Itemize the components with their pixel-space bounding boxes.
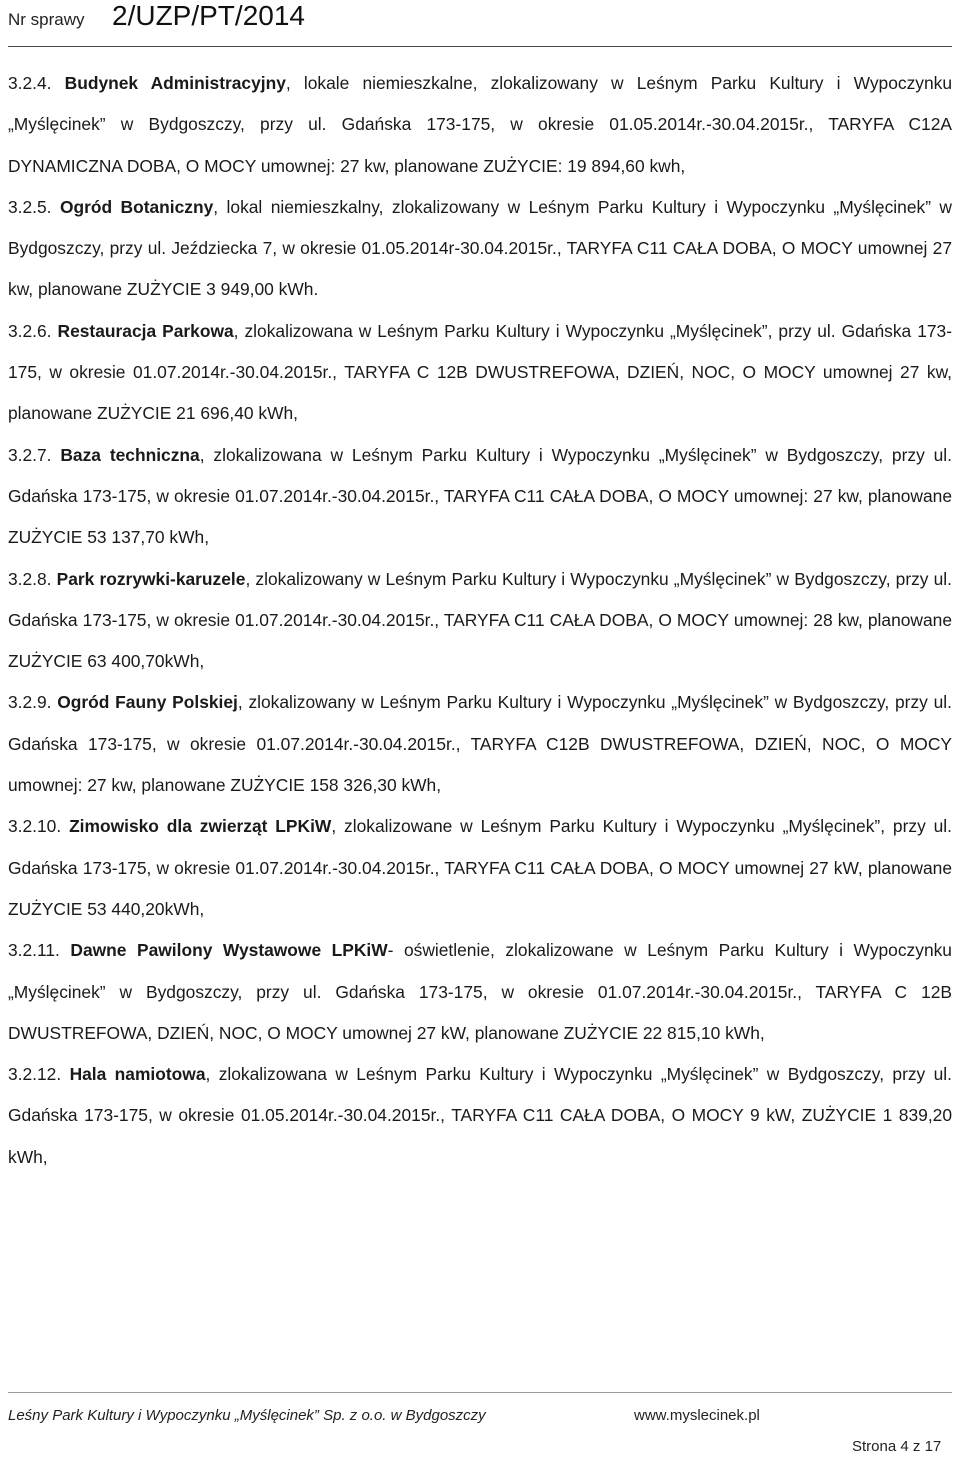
page-current: 4: [900, 1438, 909, 1455]
item-name: Park rozrywki-karuzele: [56, 568, 246, 589]
item-number: 3.2.5.: [8, 196, 52, 217]
item-text: , zlokalizowane w Leśnym Parku Kultury i Wypoczynku „Myślęcinek”, przy ul. Gdańska 173-175, w okresie 01.07.2014r.-30.04.2015r., TARYFA C11 CAŁA DOBA, O MOCY umownej 27 kW, planowane ZUŻYCIE 53 440,20kWh,: [8, 816, 952, 919]
page-number: [852, 1438, 941, 1455]
case-number-label: Nr sprawy: [8, 10, 85, 29]
case-number: 2/UZP/PT/2014: [112, 0, 305, 31]
footer-url: www.myslecinek.pl: [634, 1407, 760, 1424]
item-text: , lokal niemieszkalny, zlokalizowany w Leśnym Parku Kultury i Wypoczynku „Myślęcinek” w Bydgoszczy, przy ul. Jeździecka 7, w okresie 01.05.2014r-30.04.2015r., TARYFA C11 CAŁA DOBA, O MOCY umownej 27 kw, planowane ZUŻYCIE 3 949,00 kWh.: [8, 196, 952, 300]
list-item: [8, 63, 952, 187]
item-number: 3.2.9.: [8, 692, 52, 713]
item-name: Dawne Pawilony Wystawowe LPKiW: [70, 940, 388, 961]
item-text: , zlokalizowana w Leśnym Parku Kultury i Wypoczynku „Myślęcinek” w Bydgoszczy, przy ul. Gdańska 173-175, w okresie 01.05.2014r.-30.04.2015r., TARYFA C11 CAŁA DOBA, O MOCY 9 kW, ZUŻYCIE 1 839,20 kWh,: [8, 1064, 952, 1167]
footer-company: Leśny Park Kultury i Wypoczynku „Myślęcinek” Sp. z o.o. w Bydgoszczy: [8, 1407, 486, 1424]
item-number: 3.2.12.: [8, 1064, 62, 1085]
item-name: Hala namiotowa: [69, 1064, 206, 1085]
item-number: 3.2.4.: [8, 73, 52, 93]
item-text: , zlokalizowana w Leśnym Parku Kultury i Wypoczynku „Myślęcinek”, przy ul. Gdańska 173-175, w okresie 01.07.2014r.-30.04.2015r., TARYFA C 12B DWUSTREFOWA, DZIEŃ, NOC, O MOCY umownej 27 kw, planowane ZUŻYCIE 21 696,40 kWh,: [8, 320, 953, 424]
list-item: [8, 559, 952, 683]
list-item: [8, 806, 952, 930]
item-number: 3.2.8.: [8, 568, 52, 589]
item-number: 3.2.10.: [8, 816, 62, 837]
item-name: Zimowisko dla zwierząt LPKiW: [69, 816, 332, 837]
item-text: , zlokalizowany w Leśnym Parku Kultury i Wypoczynku „Myślęcinek” w Bydgoszczy, przy ul. Gdańska 173-175, w okresie 01.07.2014r.-30.04.2015r., TARYFA C11 CAŁA DOBA, O MOCY umownej: 28 kw, planowane ZUŻYCIE 63 400,70kWh,: [8, 568, 952, 672]
list-item: [8, 682, 952, 806]
list-item: [8, 435, 952, 559]
item-name: Baza techniczna: [60, 444, 200, 465]
page-footer: [8, 1392, 952, 1423]
item-text: , zlokalizowany w Leśnym Parku Kultury i Wypoczynku „Myślęcinek” w Bydgoszczy, przy ul. Gdańska 173-175, w okresie 01.07.2014r.-30.04.2015r., TARYFA C12B DWUSTREFOWA, DZIEŃ, NOC, O MOCY umownej: 27 kw, planowane ZUŻYCIE 158 326,30 kWh,: [8, 692, 952, 796]
page-header: [8, 0, 952, 47]
page-total: 17: [924, 1438, 942, 1455]
item-name: Budynek Administracyjny: [64, 73, 286, 93]
item-name: Restauracja Parkowa: [57, 320, 234, 341]
item-number: 3.2.11.: [8, 940, 60, 961]
item-number: 3.2.7.: [8, 444, 52, 465]
item-text: , lokale niemieszkalne, zlokalizowany w Leśnym Parku Kultury i Wypoczynku „Myślęcinek” w Bydgoszczy, przy ul. Gdańska 173-175, w okresie 01.05.2014r.-30.04.2015r., TARYFA C12A DYNAMICZNA DOBA, O MOCY umownej: 27 kw, planowane ZUŻYCIE: 19 894,60 kwh,: [8, 73, 952, 176]
item-text: , zlokalizowana w Leśnym Parku Kultury i Wypoczynku „Myślęcinek” w Bydgoszczy, przy ul. Gdańska 173-175, w okresie 01.07.2014r.-30.04.2015r., TARYFA C11 CAŁA DOBA, O MOCY umownej: 27 kw, planowane ZUŻYCIE 53 137,70 kWh,: [8, 444, 952, 548]
list-item: [8, 1054, 952, 1178]
list-item: [8, 930, 952, 1054]
list-item: [8, 311, 952, 435]
page-prefix: Strona: [852, 1438, 901, 1455]
item-name: Ogród Fauny Polskiej: [57, 692, 238, 713]
list-item: [8, 187, 952, 311]
page-sep: z: [908, 1438, 925, 1455]
item-text: - oświetlenie, zlokalizowane w Leśnym Parku Kultury i Wypoczynku „Myślęcinek” w Bydgoszczy, przy ul. Gdańska 173-175, w okresie 01.07.2014r.-30.04.2015r., TARYFA C 12B DWUSTREFOWA, DZIEŃ, NOC, O MOCY umownej 27 kW, planowane ZUŻYCIE 22 815,10 kWh,: [8, 940, 952, 1043]
item-name: Ogród Botaniczny: [59, 196, 214, 217]
item-number: 3.2.6.: [8, 320, 52, 341]
document-body: [8, 63, 952, 1178]
